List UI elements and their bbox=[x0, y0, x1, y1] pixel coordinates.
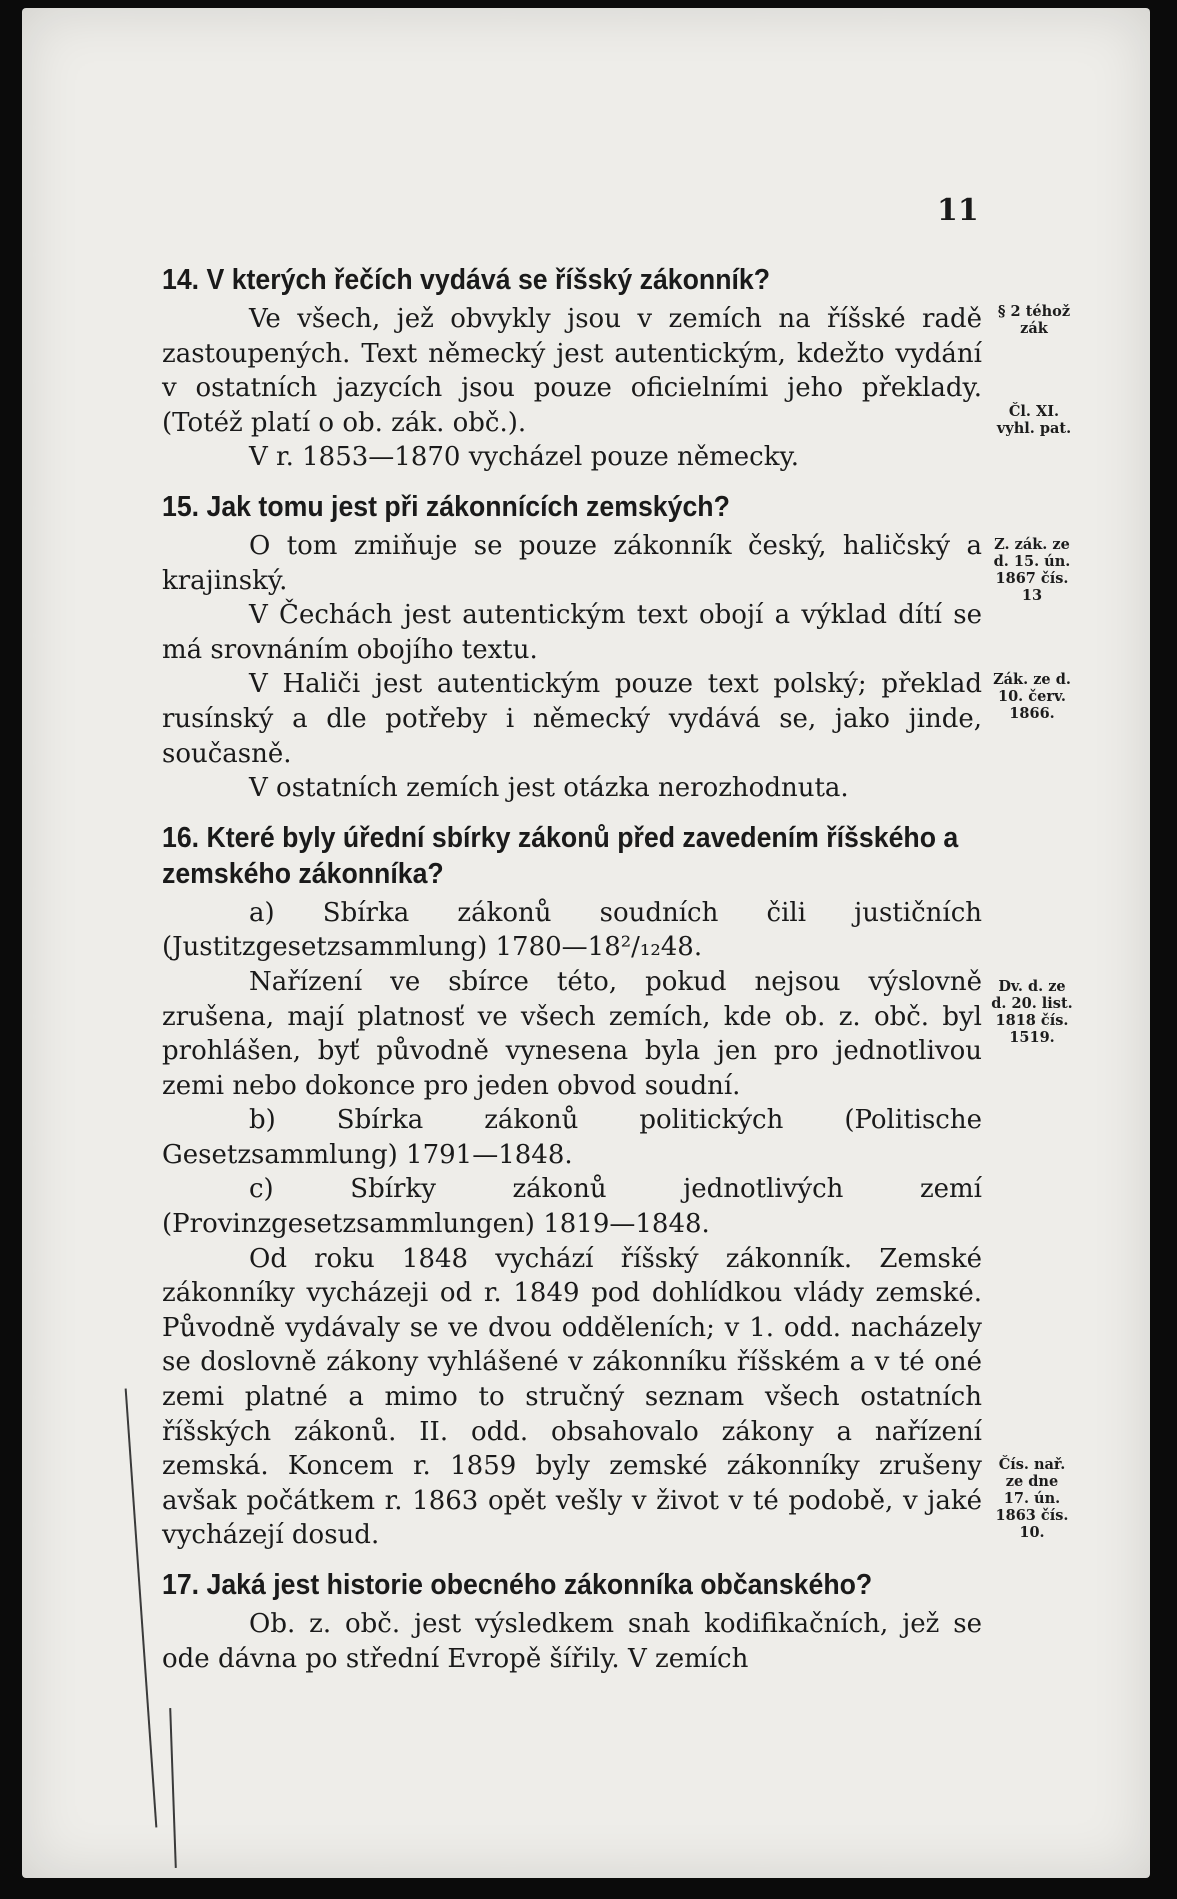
section-14 bbox=[162, 262, 982, 475]
margin-note: Z. zák. ze d. 15. ún. 1867 čís. 13 bbox=[993, 536, 1071, 604]
margin-note: Zák. ze d. 10. červ. 1866. bbox=[993, 671, 1071, 722]
text-column bbox=[162, 248, 982, 1676]
paragraph: O tom zmiňuje se pouze zákonník český, haličský a krajinský. bbox=[162, 530, 982, 596]
section-heading: 15. Jak tomu jest při zákonnících zemských? bbox=[162, 490, 730, 523]
section-15 bbox=[162, 489, 982, 806]
section-heading: 16. Které byly úřední sbírky zákonů před zavedením říšského a zemského zákonníka? bbox=[162, 821, 959, 890]
page-number: 11 bbox=[937, 193, 979, 228]
paragraph: Ve všech, jež obvykly jsou v zemích na říšské radě zastoupených. Text německý jest autentickým, kdežto vydání v ostatních jazycích jsou pouze oficielními jeho překlady. (Totéž platí o ob. zák. obč.). bbox=[162, 304, 982, 438]
paragraph: b) Sbírka zákonů politických (Politische Gesetzsammlung) 1791—1848. bbox=[162, 1105, 982, 1170]
paragraph: a) Sbírka zákonů soudních čili justičních (Justitzgesetzsammlung) 1780—18²/₁₂48. bbox=[162, 897, 982, 963]
paragraph: V Haliči jest autentickým pouze text polský; překlad rusínský a dle potřeby i německý vydává se, jako jinde, současně. bbox=[162, 669, 982, 769]
paragraph: V ostatních zemích jest otázka nerozhodnuta. bbox=[249, 773, 849, 804]
paragraph: V r. 1853—1870 vycházel pouze německy. bbox=[249, 442, 799, 473]
paragraph: Od roku 1848 vychází říšský zákonník. Zemské zákonníky vycházeji od r. 1849 pod dohlídkou vlády zemské. Původně vydávaly se ve dvou odděleních; v 1. odd. nacházely se doslovně zákony vyhlášené v zákonníku říšském a v té oné zemi platné a mimo to stručný seznam všech ostatních říšských zákonů. II. odd. obsahovalo zákony a nařízení zemská. Koncem r. 1859 byly zemské zákonníky zrušeny avšak počátkem r. 1863 opět vešly v život v té podobě, v jaké vycházejí dosud. bbox=[162, 1243, 982, 1551]
margin-note: Čís. nař. ze dne 17. ún. 1863 čís. 10. bbox=[995, 1456, 1069, 1541]
paragraph: V Čechách jest autentickým text obojí a výklad dítí se má srovnáním obojího textu. bbox=[162, 600, 982, 665]
paragraph: Ob. z. obč. jest výsledkem snah kodifikačních, jež se ode dávna po střední Evropě šířily. V zemích bbox=[162, 1609, 982, 1674]
book-page bbox=[22, 8, 1150, 1878]
section-17 bbox=[162, 1567, 982, 1676]
section-16 bbox=[162, 820, 982, 1553]
pen-scratch-mark bbox=[125, 1388, 158, 1827]
margin-note: § 2 téhož zák bbox=[997, 303, 1071, 337]
margin-note: Čl. XI. vyhl. pat. bbox=[996, 403, 1072, 437]
section-heading: 17. Jaká jest historie obecného zákonníka občanského? bbox=[162, 1569, 873, 1601]
pen-scratch-mark bbox=[169, 1708, 177, 1868]
margin-note: Dv. d. ze d. 20. list. 1818 čís. 1519. bbox=[991, 978, 1073, 1046]
section-heading: 14. V kterých řečích vydává se říšský zákonník? bbox=[162, 264, 771, 296]
paragraph: c) Sbírky zákonů jednotlivých zemí (Provinzgesetzsammlungen) 1819—1848. bbox=[162, 1174, 982, 1240]
paragraph: Nařízení ve sbírce této, pokud nejsou výslovně zrušena, mají platnosť ve všech zemích, kde ob. z. obč. byl prohlášen, byť původně vynesena byla jen pro jednotlivou zemi nebo dokonce pro jeden obvod soudní. bbox=[162, 966, 982, 1101]
